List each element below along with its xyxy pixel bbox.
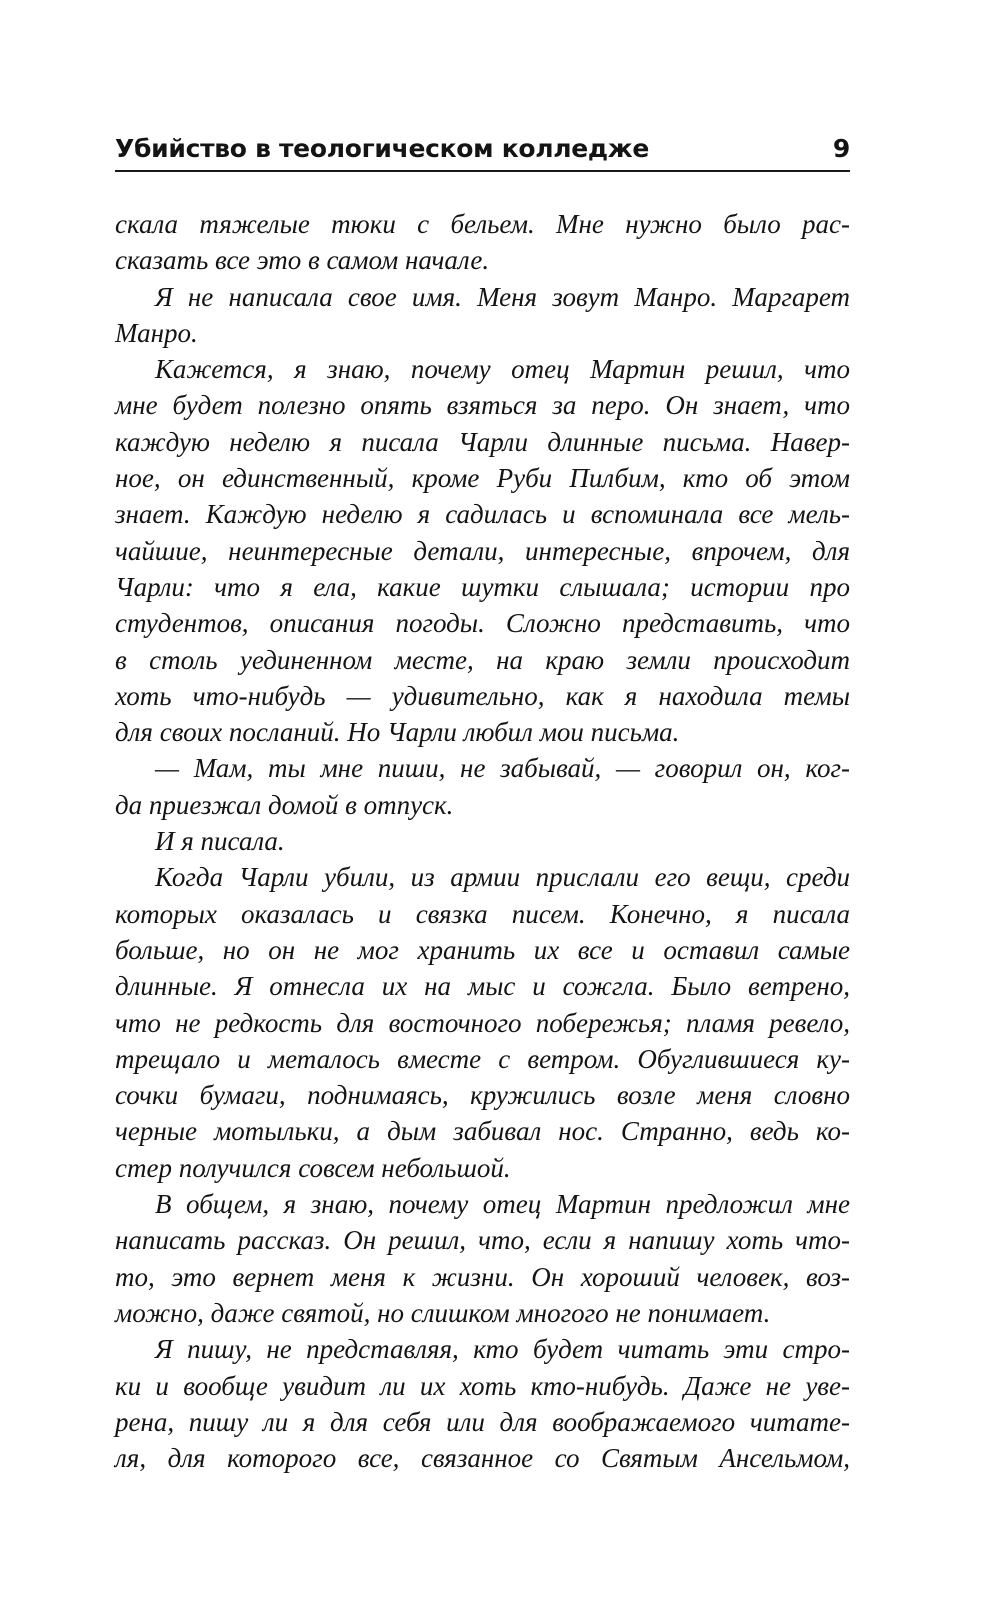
text-line: больше, но он не мог хранить их все и оставил самые xyxy=(115,934,850,965)
text-line: скала тяжелые тюки с бельем. Мне нужно было рас- xyxy=(115,209,850,239)
text-line: да приезжал домой в отпуск. xyxy=(115,789,454,820)
text-line: студентов, описания погоды. Сложно представить, что xyxy=(115,608,850,639)
text-line: знает. Каждую неделю я садилась и вспоминала все мель- xyxy=(115,499,850,530)
text-line: ля, для которого все, связанное со Святым Ансельмом, xyxy=(115,1443,850,1474)
text-line: сочки бумаги, поднимаясь, кружились возле меня словно xyxy=(115,1080,850,1111)
text-line: — Мам, ты мне пиши, не забывай, — говорил он, ког- xyxy=(155,753,850,784)
text-line: в столь уединенном месте, на краю земли происходит xyxy=(115,644,850,675)
running-head xyxy=(115,128,850,172)
text-line: Кажется, я знаю, почему отец Мартин решил, что xyxy=(155,354,850,385)
book-title: Убийство в теологическом колледже xyxy=(115,134,650,163)
text-line: чайшие, неинтересные детали, интересные, впрочем, для xyxy=(115,535,850,566)
body-text xyxy=(115,206,850,1476)
page-number: 9 xyxy=(832,134,850,163)
text-line: написать рассказ. Он решил, что, если я напишу хоть что- xyxy=(115,1225,850,1256)
text-line: которых оказалась и связка писем. Конечно, я писала xyxy=(115,898,850,929)
text-line: что не редкость для восточного побережья; пламя ревело, xyxy=(115,1007,850,1038)
text-line: можно, даже святой, но слишком многого не понимает. xyxy=(115,1297,771,1328)
text-line: И я писала. xyxy=(155,826,285,857)
text-line: Манро. xyxy=(115,317,198,348)
text-line: Чарли: что я ела, какие шутки слышала; истории про xyxy=(115,571,850,602)
text-line: для своих посланий. Но Чарли любил мои письма. xyxy=(115,717,680,748)
text-line: ное, он единственный, кроме Руби Пилбим, кто об этом xyxy=(115,463,850,494)
text-line: рена, пишу ли я для себя или для воображаемого читате- xyxy=(115,1406,850,1437)
text-line: Когда Чарли убили, из армии прислали его вещи, среди xyxy=(155,862,850,893)
text-line: то, это вернет меня к жизни. Он хороший человек, воз- xyxy=(115,1261,850,1292)
text-line: Я не написала свое имя. Меня зовут Манро. Маргарет xyxy=(155,281,850,312)
text-line: каждую неделю я писала Чарли длинные письма. Навер- xyxy=(115,426,850,457)
text-line: черные мотыльки, а дым забивал нос. Странно, ведь ко- xyxy=(115,1116,850,1147)
text-line: мне будет полезно опять взяться за перо. Он знает, что xyxy=(115,390,850,421)
text-line: стер получился совсем небольшой. xyxy=(115,1152,511,1183)
text-line: В общем, я знаю, почему отец Мартин предложил мне xyxy=(155,1189,850,1220)
text-line: Я пишу, не представляя, кто будет читать эти стро- xyxy=(155,1334,850,1365)
text-line: ки и вообще увидит ли их хоть кто-нибудь. Даже не уве- xyxy=(115,1370,850,1401)
text-line: хоть что-нибудь — удивительно, как я находила темы xyxy=(115,680,850,711)
text-line: сказать все это в самом начале. xyxy=(115,245,490,276)
text-line: длинные. Я отнесла их на мыс и сожгла. Было ветрено, xyxy=(115,971,850,1002)
text-line: трещало и металось вместе с ветром. Обуглившиеся ку- xyxy=(115,1043,850,1074)
